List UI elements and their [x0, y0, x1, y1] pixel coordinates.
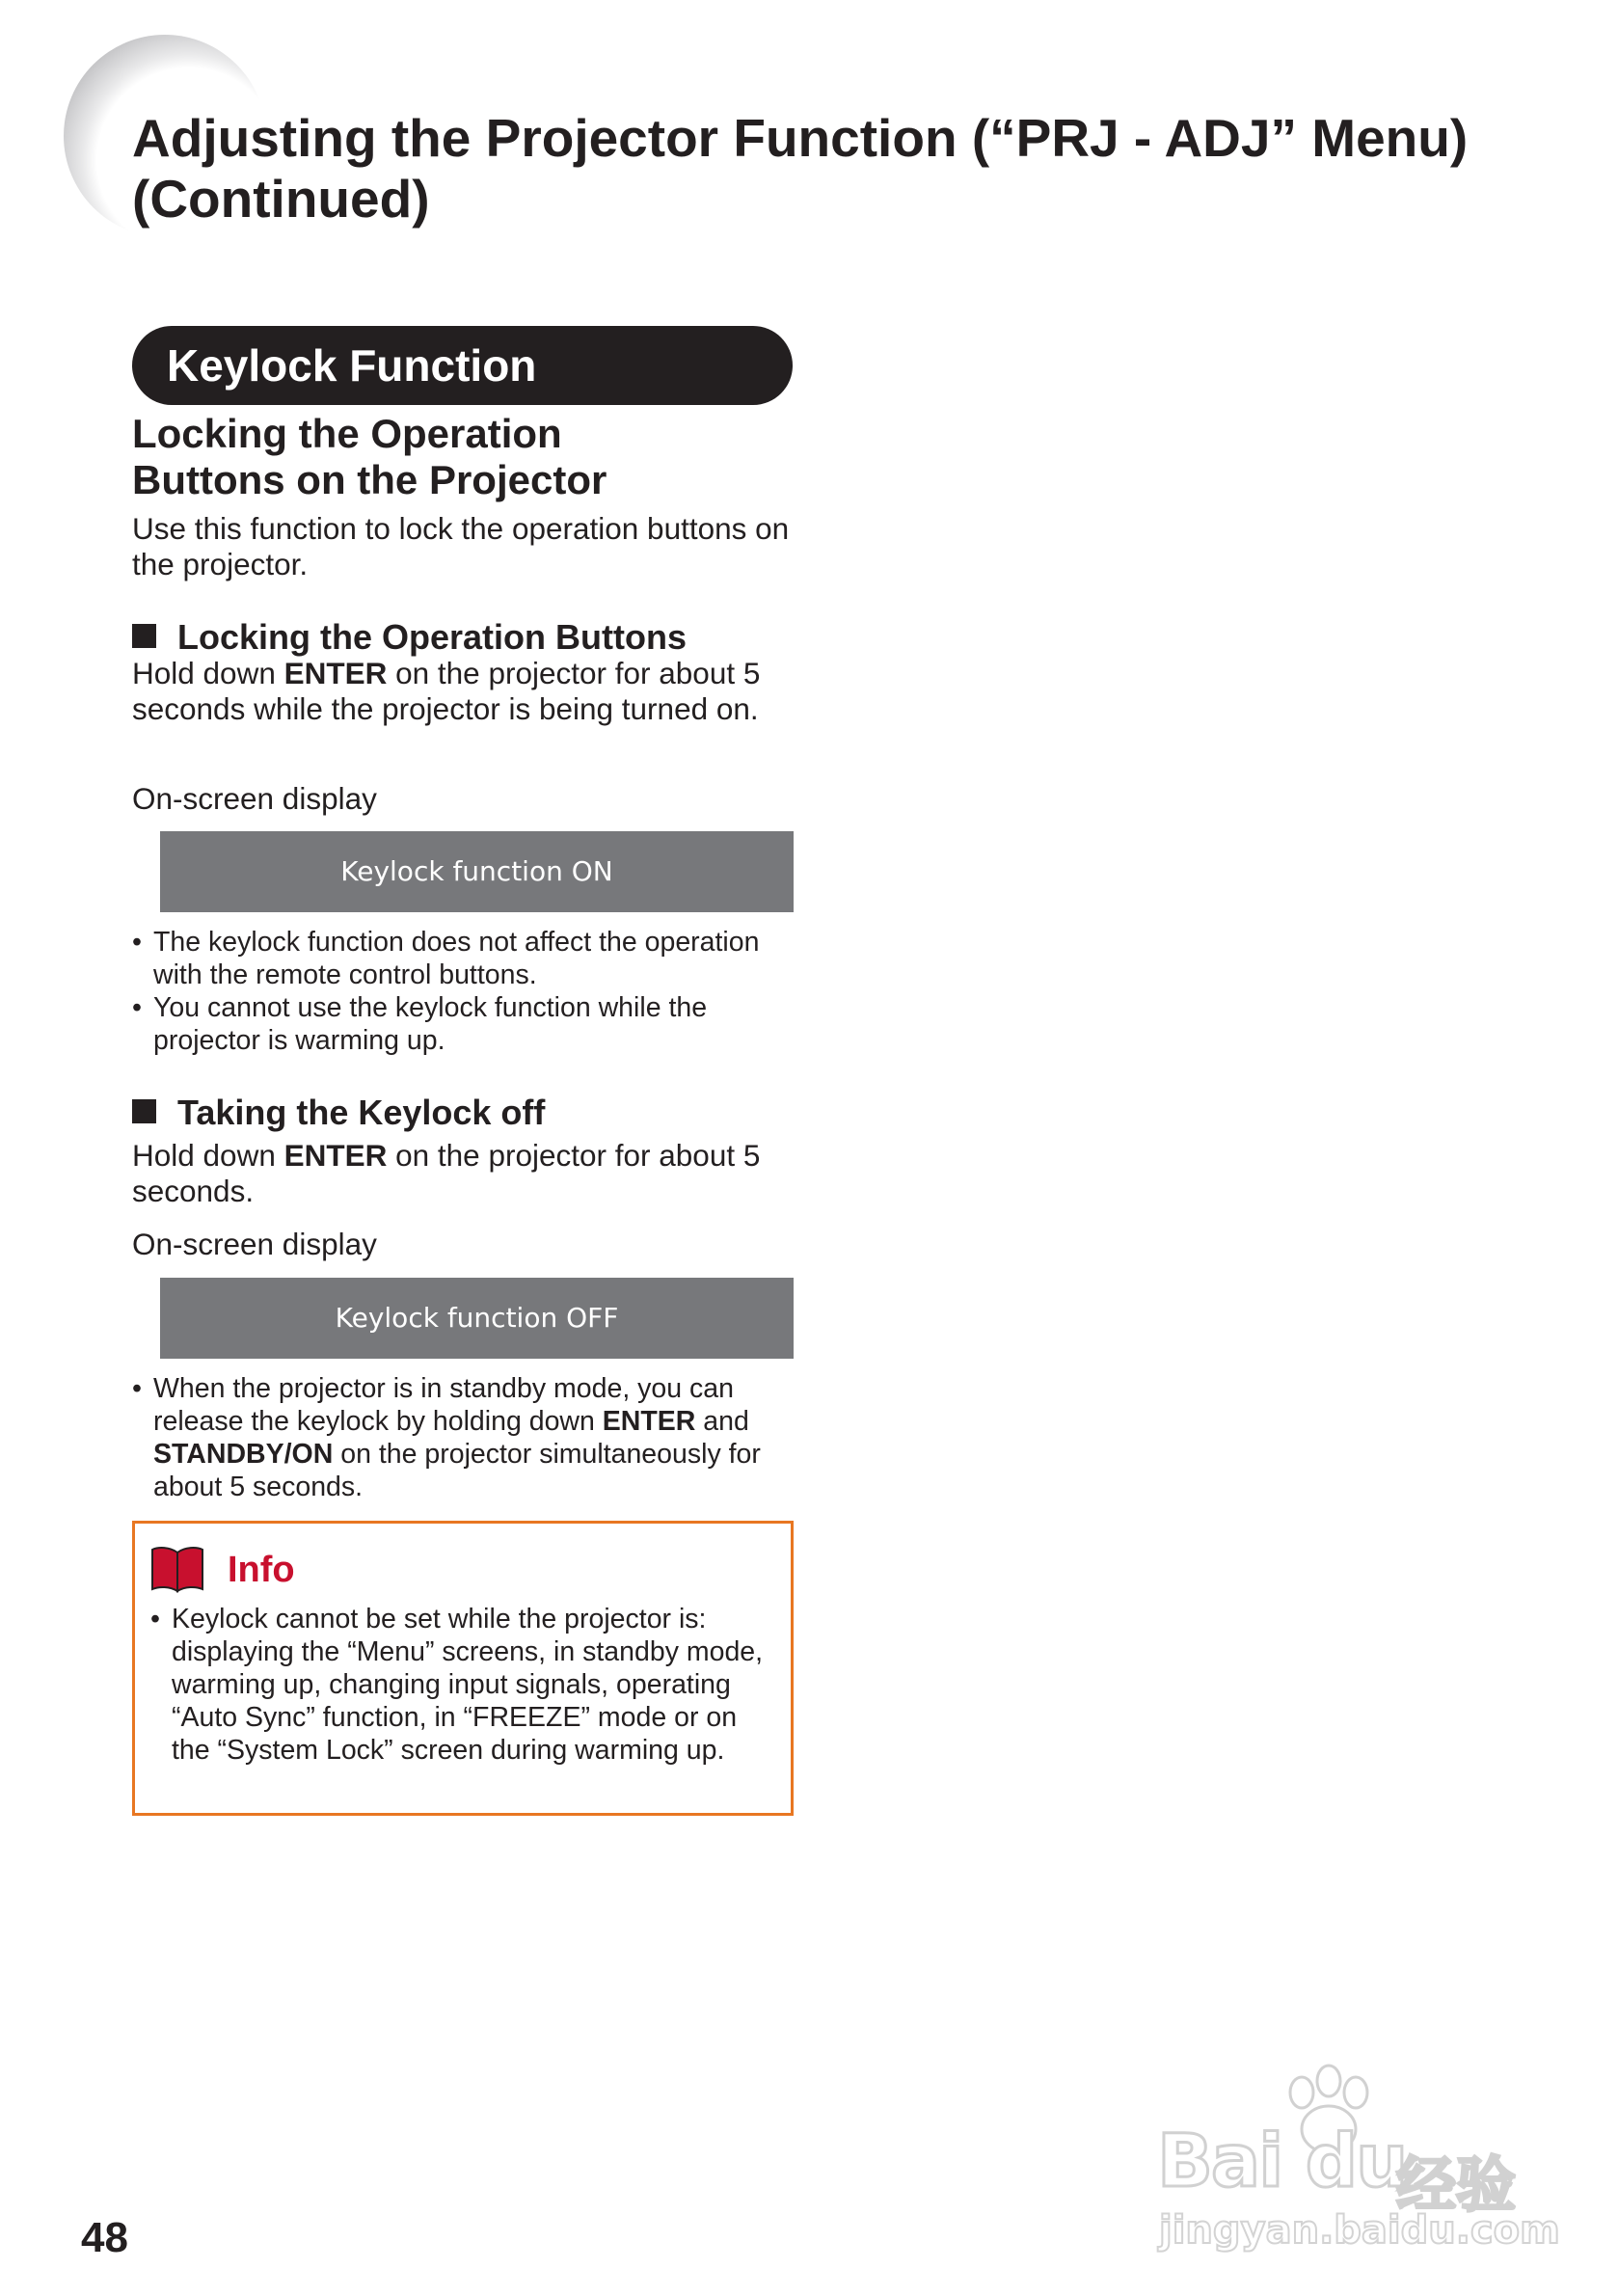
osd-keylock-on: Keylock function ON — [160, 831, 794, 912]
unlocking-notes — [132, 1372, 807, 1503]
subheading-line2: Buttons on the Projector — [132, 457, 607, 502]
osd-keylock-off: Keylock function OFF — [160, 1278, 794, 1359]
unlocking-instructions — [132, 1138, 797, 1208]
subheading-line1: Locking the Operation — [132, 411, 562, 456]
note-text: on the projector simultaneously for about 5 seconds. — [153, 1439, 761, 1502]
unlocking-text-after: on the projector for about 5 seconds. — [132, 1138, 761, 1208]
info-title: Info — [228, 1550, 295, 1590]
bullet-dot-icon: • — [132, 992, 142, 1023]
subheading — [132, 411, 797, 503]
bullet-dot-icon: • — [150, 1604, 160, 1634]
bullet-dot-icon: • — [132, 1373, 142, 1404]
enter-key-label: ENTER — [283, 656, 388, 690]
info-list — [150, 1603, 768, 1767]
note-text: When the projector is in standby mode, you can release the keylock by holding down — [153, 1373, 734, 1437]
square-bullet-icon — [132, 1099, 156, 1123]
watermark-url: jingyan.baidu.com — [1159, 2208, 1560, 2253]
enter-key-label: ENTER — [283, 1138, 388, 1173]
intro-text: Use this function to lock the operation buttons on the projector. — [132, 511, 790, 581]
locking-instructions — [132, 656, 797, 726]
list-item — [132, 1372, 807, 1503]
square-bullet-icon — [132, 624, 156, 648]
info-box — [132, 1521, 794, 1816]
bullet-dot-icon: • — [132, 927, 142, 958]
osd-label: On-screen display — [132, 781, 377, 816]
unlocking-heading-text: Taking the Keylock off — [177, 1093, 546, 1132]
page-title-line2: (Continued) — [132, 169, 430, 229]
unlocking-text-before: Hold down — [132, 1138, 284, 1173]
note-text: You cannot use the keylock function while the projector is warming up. — [153, 992, 708, 1056]
locking-notes — [132, 926, 807, 1057]
locking-heading-text: Locking the Operation Buttons — [177, 617, 687, 657]
note-text: and — [695, 1406, 749, 1437]
page-number: 48 — [81, 2214, 128, 2261]
watermark-brand: Bai du — [1157, 2118, 1407, 2203]
book-icon — [150, 1545, 204, 1593]
unlocking-heading — [132, 1093, 797, 1133]
section-heading: Keylock Function — [132, 326, 793, 405]
page-title — [132, 108, 1559, 230]
note-text: The keylock function does not affect the operation with the remote control buttons. — [153, 927, 760, 990]
enter-key-label: ENTER — [602, 1406, 696, 1437]
osd-label: On-screen display — [132, 1227, 377, 1261]
list-item — [132, 991, 807, 1057]
page-title-line1: Adjusting the Projector Function (“PRJ - ADJ” Menu) — [132, 108, 1469, 168]
watermark — [1147, 2064, 1560, 2256]
list-item — [150, 1603, 768, 1767]
locking-text-after: on the projector for about 5 seconds while the projector is being turned on. — [132, 656, 761, 726]
info-text: Keylock cannot be set while the projector is: displaying the “Menu” screens, in standby mode, warming up, changing input signals, operating “Auto Sync” function, in “FREEZE” mode or on the “System Lock” screen during warming up. — [172, 1604, 764, 1766]
watermark-cn: 经验 — [1396, 2149, 1517, 2220]
standby-key-label: STANDBY/ON — [153, 1439, 334, 1470]
locking-heading — [132, 617, 797, 658]
list-item — [132, 926, 807, 991]
locking-text-before: Hold down — [132, 656, 284, 690]
